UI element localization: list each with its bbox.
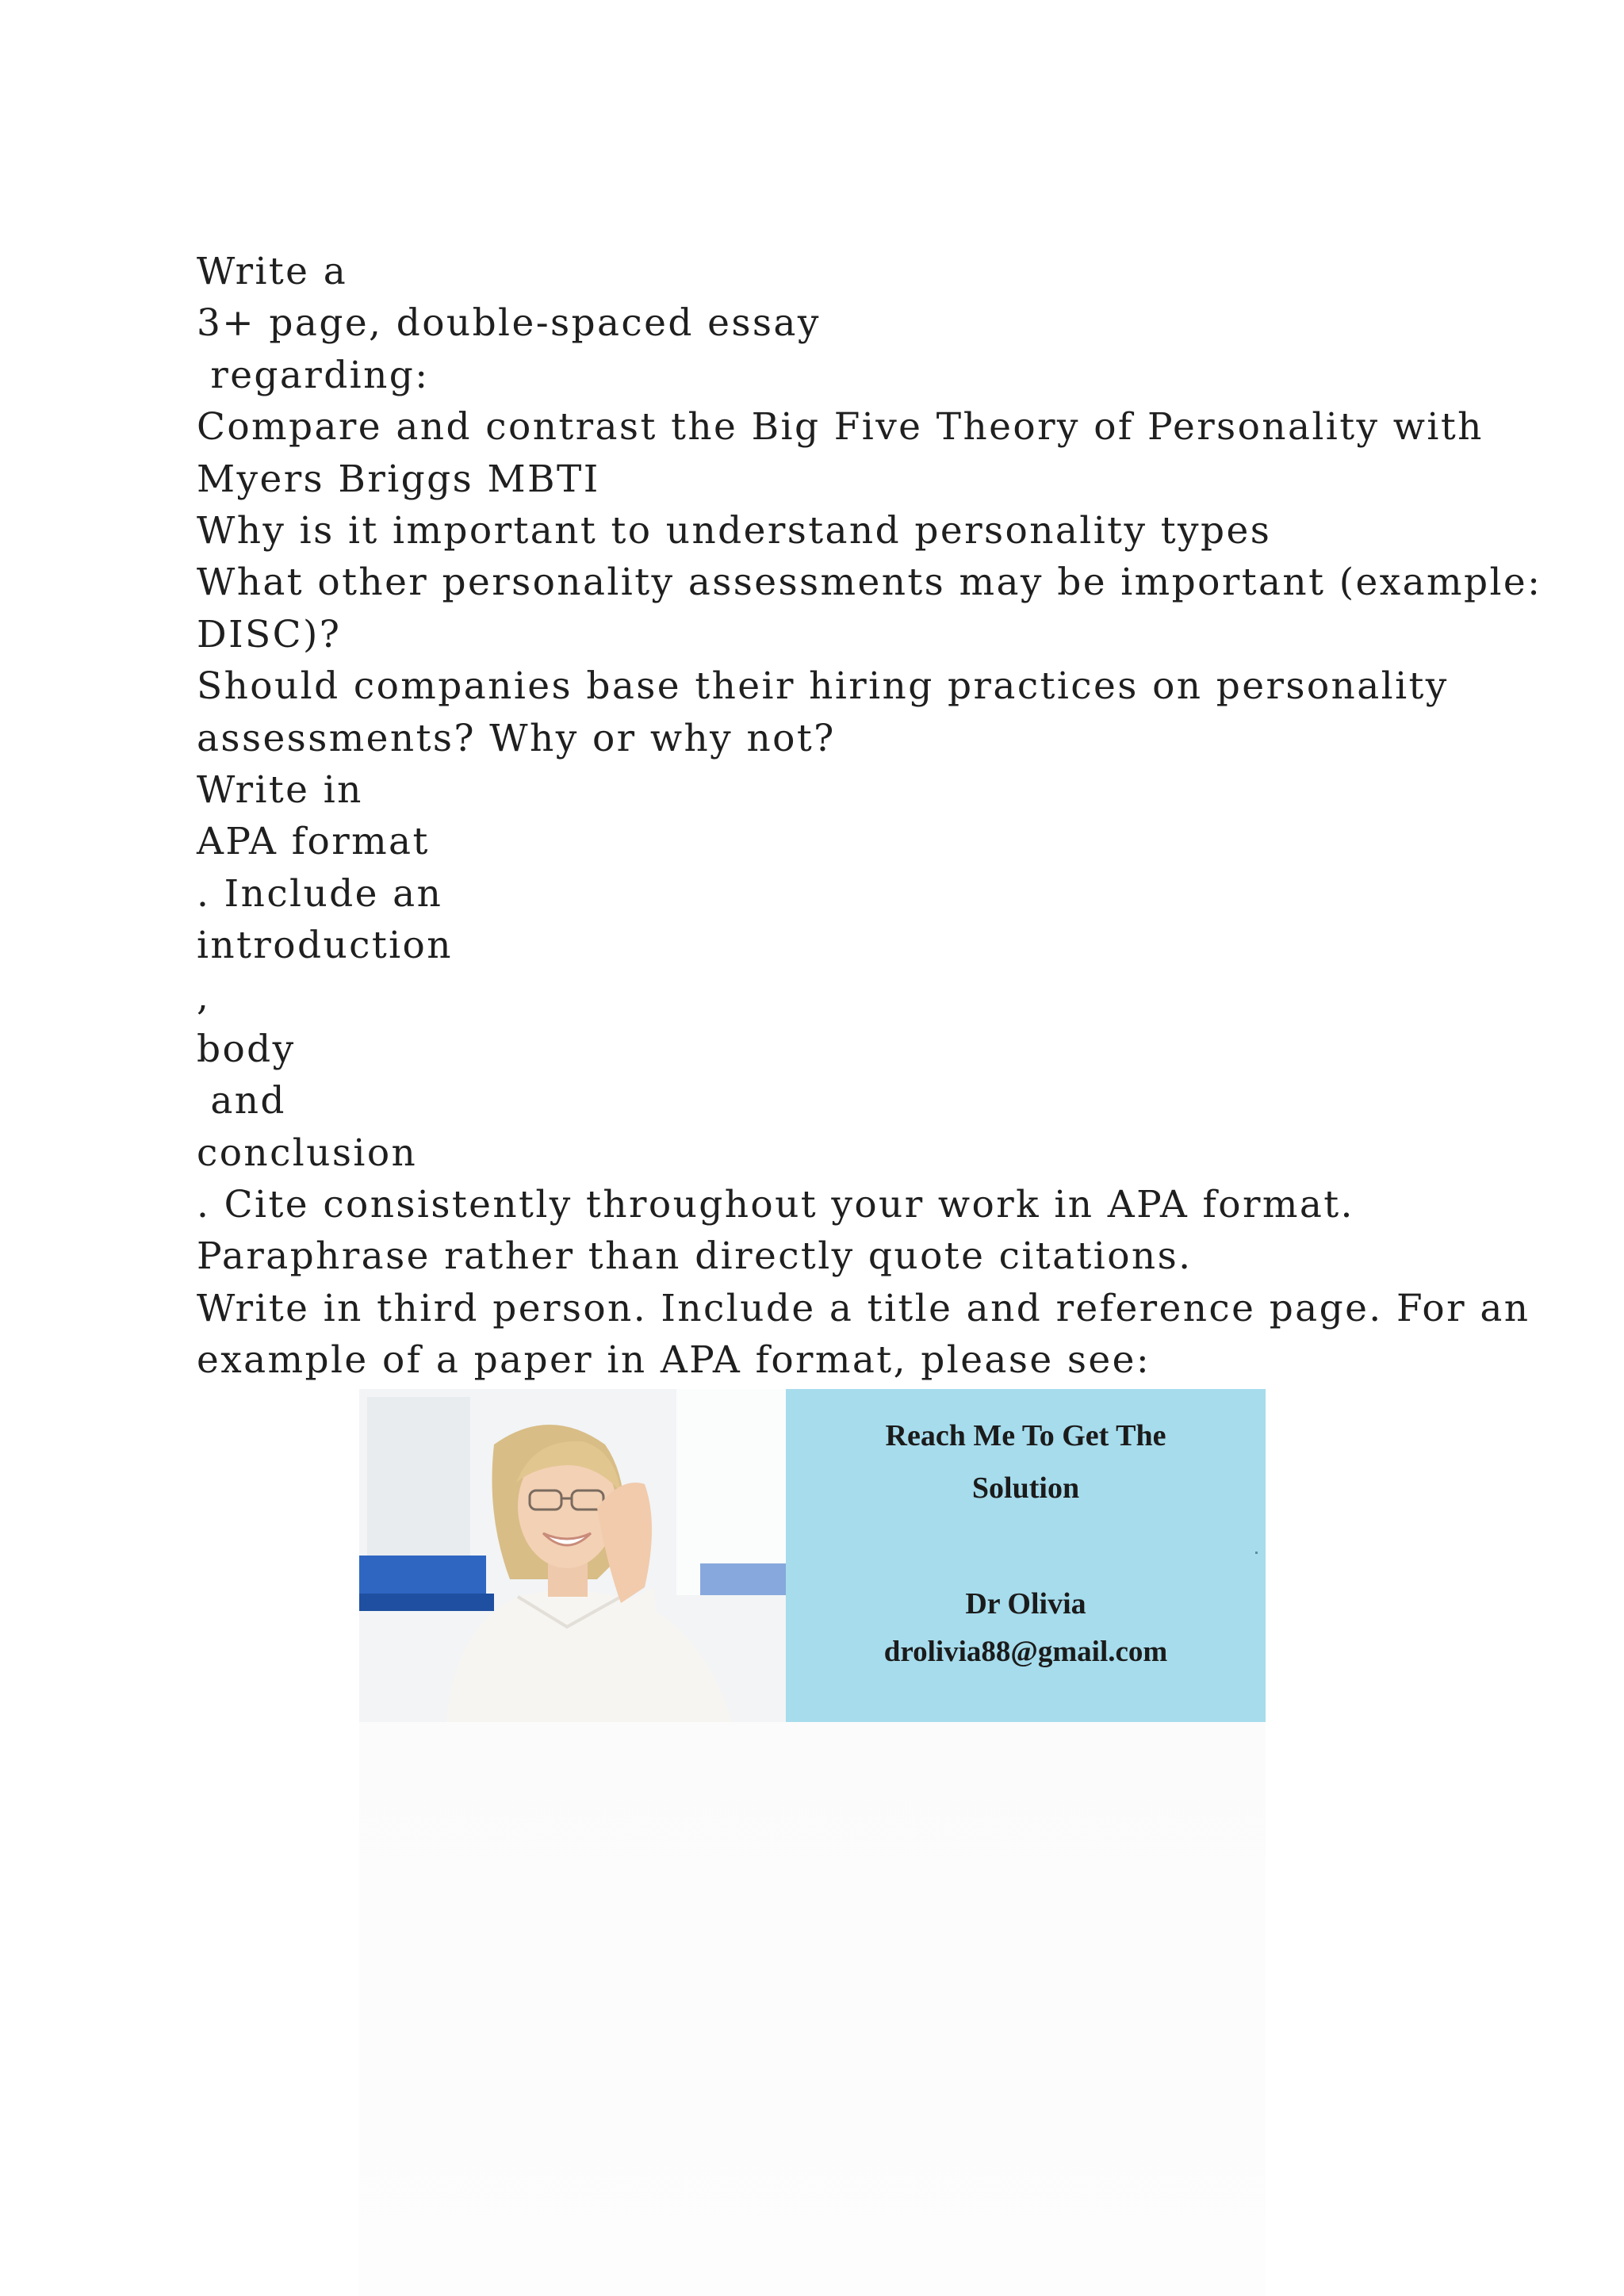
- text-line: body: [197, 1027, 296, 1071]
- text-line: regarding:: [197, 353, 430, 397]
- text-line: Should companies base their hiring practices on personality: [197, 664, 1449, 709]
- decorative-dot: [1255, 1552, 1258, 1554]
- text-line: Why is it important to understand personality types: [197, 508, 1272, 553]
- text-line: . Include an: [197, 871, 443, 916]
- text-line: Write in third person. Include a title and reference page. For an: [197, 1286, 1530, 1330]
- text-line: Write a: [197, 250, 348, 293]
- woman-photo: [359, 1389, 786, 1722]
- image-bottom-area: [359, 1722, 1266, 2296]
- text-line: . Cite consistently throughout your work in APA format.: [197, 1183, 1354, 1227]
- contact-ad-banner: [359, 1389, 1266, 1722]
- text-line: introduction: [197, 924, 453, 968]
- contact-name: Dr Olivia: [965, 1587, 1086, 1621]
- text-line: Write in: [197, 767, 363, 812]
- contact-email: drolivia88@gmail.com: [883, 1636, 1168, 1668]
- ad-headline: Solution: [971, 1471, 1080, 1505]
- ad-headline: Reach Me To Get The: [885, 1419, 1166, 1452]
- text-line: ,: [197, 975, 211, 1020]
- text-line: and: [197, 1079, 286, 1123]
- text-line: Paraphrase rather than directly quote citations.: [197, 1234, 1193, 1279]
- contact-info-panel: [786, 1389, 1266, 1722]
- text-line: conclusion: [197, 1131, 418, 1175]
- text-line: What other personality assessments may be important (example:: [197, 561, 1542, 605]
- text-line: Compare and contrast the Big Five Theory of Personality with: [197, 405, 1484, 450]
- text-line: APA format: [197, 820, 430, 864]
- text-line: DISC)?: [197, 612, 342, 656]
- assignment-text: [197, 246, 1545, 1387]
- text-line: 3+ page, double-spaced essay: [197, 301, 821, 346]
- text-line: example of a paper in APA format, please see:: [197, 1338, 1151, 1383]
- text-line: assessments? Why or why not?: [197, 716, 836, 760]
- text-line: Myers Briggs MBTI: [197, 457, 600, 501]
